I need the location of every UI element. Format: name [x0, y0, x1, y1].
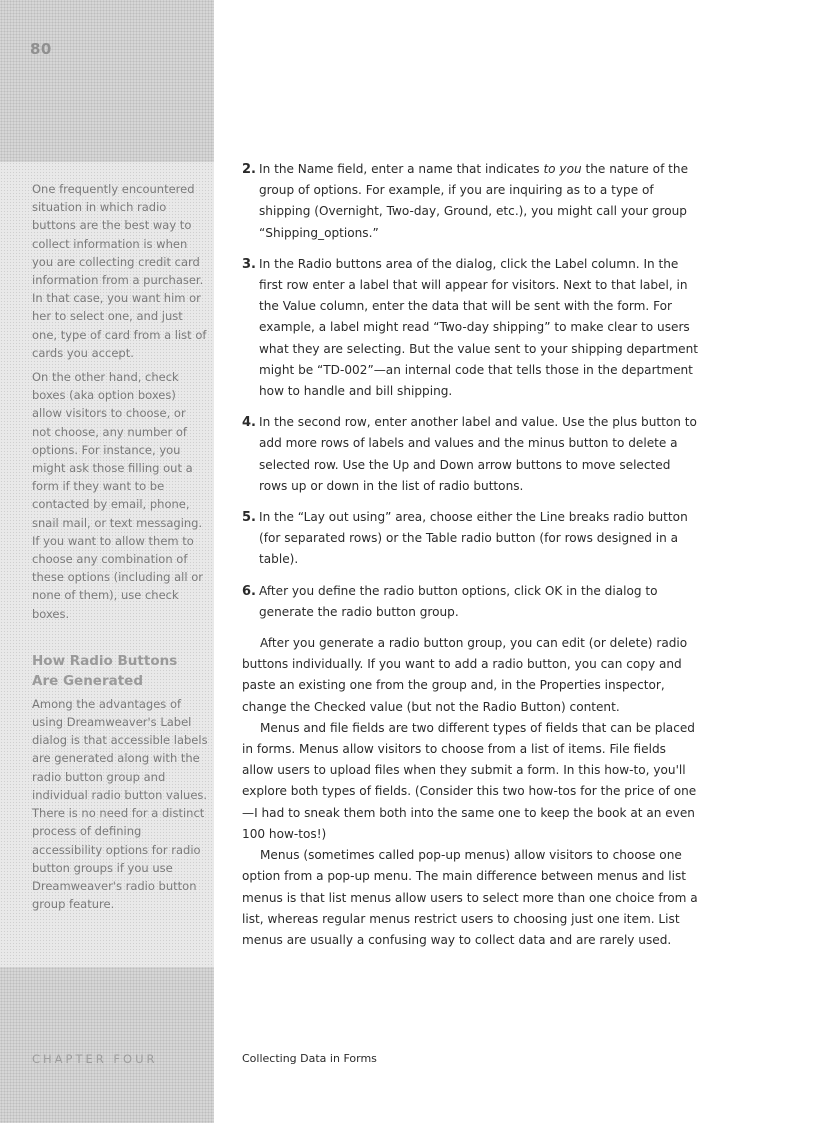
sidebar	[0, 0, 214, 1123]
step-item	[242, 581, 700, 623]
body-paragraph: After you generate a radio button group, you can edit (or delete) radio buttons individually. If you want to add a radio button, you can copy and paste an existing one from the group and, in the Properties inspector, change the Checked value (but not the Radio Button) content.	[242, 636, 688, 714]
step-text: In the “Lay out using” area, choose either the Line breaks radio button (for separated rows) or the Table radio button (for rows designed in a table).	[259, 510, 688, 567]
step-text	[259, 159, 700, 244]
sidebar-paragraph: One frequently encountered situation in which radio buttons are the best way to collect information is when you are collecting credit card information from a purchaser. In that case, you want him or her to select one, and just one, type of card from a list of cards you accept.	[32, 182, 207, 360]
step-text: In the second row, enter another label and value. Use the plus button to add more rows of labels and values and the minus button to delete a selected row. Use the Up and Down arrow buttons to move selected rows up or down in the list of radio buttons.	[259, 415, 697, 493]
page-number: 80	[30, 40, 52, 58]
step-item	[242, 507, 700, 571]
chapter-label: CHAPTER FOUR	[32, 1052, 158, 1066]
step-emphasis: to you	[543, 162, 582, 176]
sidebar-text	[32, 180, 208, 919]
footer-title: Collecting Data in Forms	[242, 1052, 377, 1065]
sidebar-heading: How Radio Buttons Are Generated	[32, 652, 178, 689]
body-paragraph: Menus and file fields are two different types of fields that can be placed in forms. Menus allow visitors to choose from a list of items. File fields allow users to upload files when they submit a form. In this how-to, you'll explore both types of fields. (Consider this two how-tos for the price of one—I had to sneak them both into the same one to keep the book at an even 100 how-tos!)	[242, 720, 697, 841]
sidebar-paragraph: On the other hand, check boxes (aka option boxes) allow visitors to choose, or not choose, any number of options. For instance, you might ask those filling out a form if they want to be contacted by email, phone, snail mail, or text messaging. If you want to allow them to choose any combination of these options (including all or none of them), use check boxes.	[32, 370, 203, 621]
step-text-part: the nature of the group of options. For example, if you are inquiring as to a type of shipping (Overnight, Two-day, Ground, etc.), you might call your group “Shipping_options.”	[259, 162, 689, 240]
main-content	[242, 159, 700, 951]
step-number: 4.	[242, 415, 256, 431]
step-number: 6.	[242, 583, 256, 599]
step-item	[242, 412, 700, 497]
step-item	[242, 159, 700, 244]
step-text: After you define the radio button options, click OK in the dialog to generate the radio button group.	[259, 583, 658, 619]
sidebar-paragraph: Among the advantages of using Dreamweaver's Label dialog is that accessible labels are generated along with the radio button group and individual radio button values. There is no need for a distinct process of defining accessibility options for radio button groups if you use Dreamweaver's radio button group feature.	[32, 696, 208, 912]
step-item	[242, 254, 700, 402]
body-paragraph: Menus (sometimes called pop-up menus) allow visitors to choose one option from a pop-up menu. The main difference between menus and list menus is that list menus allow users to select more than one choice from a list, whereas regular menus restrict users to choosing just one item. List menus are usually a confusing way to collect data and are rarely used.	[242, 848, 698, 947]
step-text-part: In the Name field, enter a name that indicates	[259, 162, 544, 176]
step-number: 5.	[242, 510, 256, 526]
step-number: 3.	[242, 256, 256, 272]
step-text: In the Radio buttons area of the dialog, click the Label column. In the first row enter a label that will appear for visitors. Next to that label, in the Value column, enter the data that will be sent with the form. For example, a label might read “Two-day shipping” to make clear to users what they are selecting. But the value sent to your shipping department might be “TD-002”—an internal code that tells those in the department how to handle and bill shipping.	[259, 256, 699, 399]
step-number: 2.	[242, 162, 256, 177]
sidebar-top-band	[0, 0, 214, 162]
sidebar-bottom-band	[0, 967, 214, 1123]
